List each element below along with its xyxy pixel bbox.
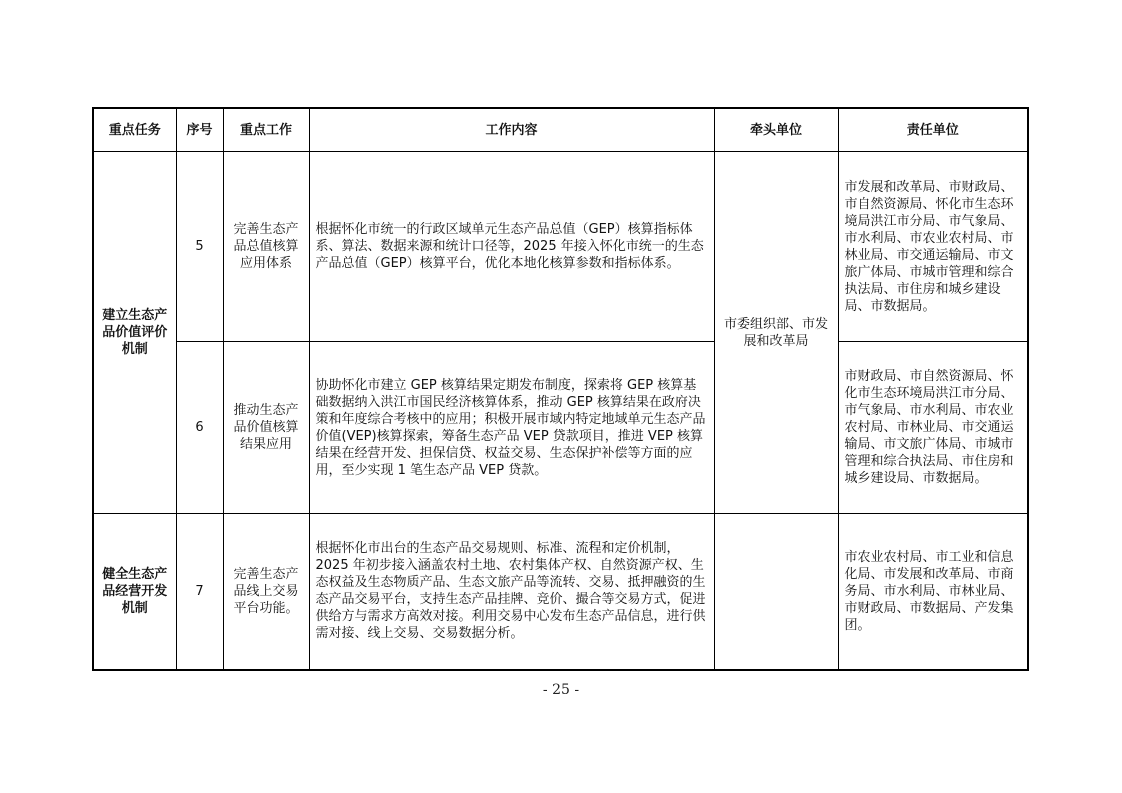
key-work-cell: 完善生态产品线上交易平台功能。 xyxy=(223,514,309,670)
key-work-cell: 推动生态产品价值核算结果应用 xyxy=(223,342,309,514)
lead-unit-cell: 市委组织部、市发展和改革局 xyxy=(714,152,838,514)
header-lead-unit: 牵头单位 xyxy=(714,108,838,152)
responsible-units-cell: 市农业农村局、市工业和信息化局、市发展和改革局、市商务局、市水利局、市林业局、市财政局、市数据局、产发集团。 xyxy=(838,514,1028,670)
table-row xyxy=(93,342,1028,514)
table-row xyxy=(93,514,1028,670)
responsible-units-cell: 市财政局、市自然资源局、怀化市生态环境局洪江市分局、市气象局、市水利局、市农业农村局、市林业局、市交通运输局、市文旅广体局、市城市管理和综合执法局、市住房和城乡建设局、市数据局。 xyxy=(838,342,1028,514)
header-key-task: 重点任务 xyxy=(93,108,176,152)
lead-unit-cell xyxy=(714,514,838,670)
table-header-row xyxy=(93,108,1028,152)
header-responsible-units: 责任单位 xyxy=(838,108,1028,152)
header-serial: 序号 xyxy=(176,108,223,152)
serial-cell: 6 xyxy=(176,342,223,514)
work-content-cell: 根据怀化市统一的行政区域单元生态产品总值（GEP）核算指标体系、算法、数据来源和统计口径等，2025 年接入怀化市统一的生态产品总值（GEP）核算平台，优化本地化核算参数和指标体系。 xyxy=(309,152,714,342)
page-number: - 25 - xyxy=(542,682,580,698)
work-content-cell: 根据怀化市出台的生态产品交易规则、标准、流程和定价机制，2025 年初步接入涵盖农村土地、农村集体产权、自然资源产权、生态权益及生态物质产品、生态文旅产品等流转、交易、抵押融资的生态产品交易平台，支持生态产品挂牌、竞价、撮合等交易方式，促进供给方与需求方高效对接。利用交易中心发布生态产品信息，进行供需对接、线上交易、交易数据分析。 xyxy=(309,514,714,670)
serial-cell: 7 xyxy=(176,514,223,670)
responsible-units-cell: 市发展和改革局、市财政局、市自然资源局、怀化市生态环境局洪江市分局、市气象局、市水利局、市农业农村局、市林业局、市交通运输局、市文旅广体局、市城市管理和综合执法局、市住房和城乡建设局、市数据局。 xyxy=(838,152,1028,342)
header-key-work: 重点工作 xyxy=(223,108,309,152)
header-work-content: 工作内容 xyxy=(309,108,714,152)
work-content-cell: 协助怀化市建立 GEP 核算结果定期发布制度，探索将 GEP 核算基础数据纳入洪江市国民经济核算体系，推动 GEP 核算结果在政府决策和年度综合考核中的应用；积极开展市域内特定地域单元生态产品价值(VEP)核算探索，筹备生态产品 VEP 贷款项目，推进 VEP 核算结果在经营开发、担保信贷、权益交易、生态保护补偿等方面的应用，至少实现 1 笔生态产品 VEP 贷款。 xyxy=(309,342,714,514)
key-task-cell: 健全生态产品经营开发机制 xyxy=(93,514,176,670)
key-task-cell: 建立生态产品价值评价机制 xyxy=(93,152,176,514)
serial-cell: 5 xyxy=(176,152,223,342)
table-row xyxy=(93,152,1028,342)
task-table xyxy=(92,107,1029,671)
key-work-cell: 完善生态产品总值核算应用体系 xyxy=(223,152,309,342)
